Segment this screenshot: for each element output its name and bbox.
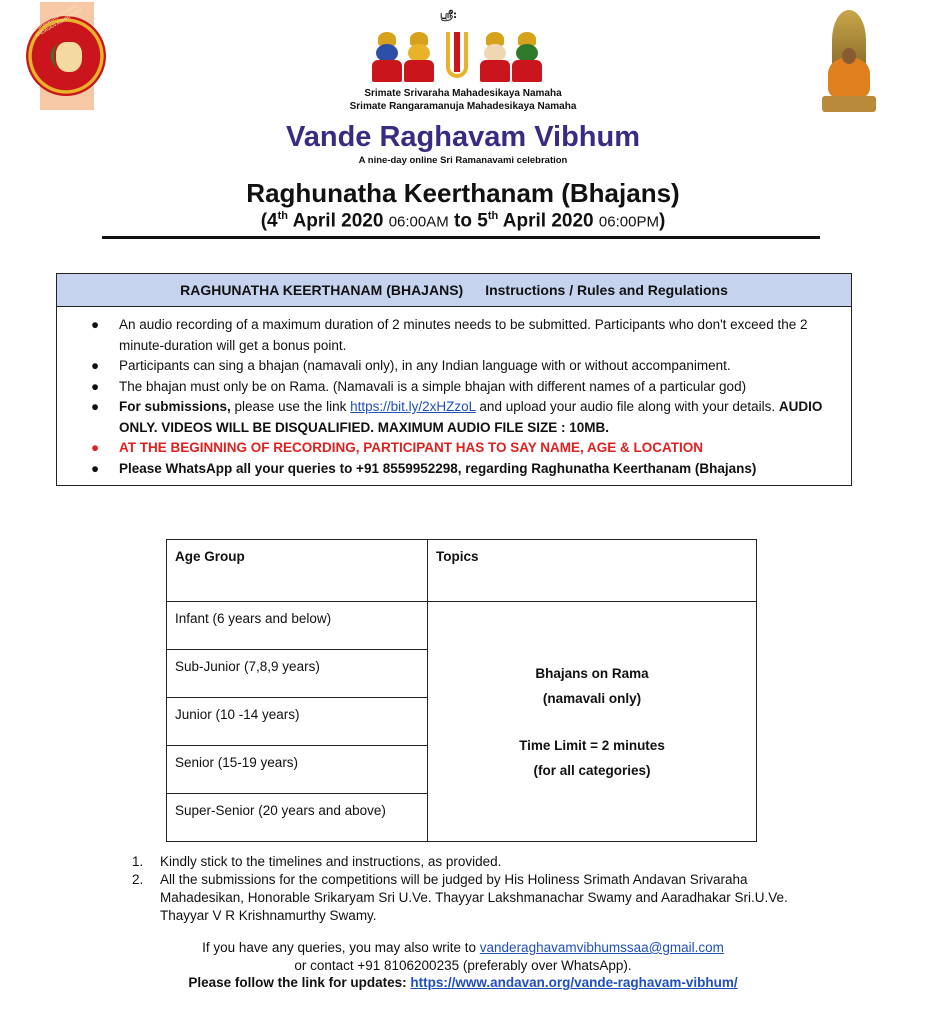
- list-item: ● Please WhatsApp all your queries to +91 8559952298, regarding Raghunatha Keerthanam (Bhajans): [91, 460, 757, 476]
- age-group-cell: Infant (6 years and below): [167, 602, 428, 650]
- page-subtitle: A nine-day online Sri Ramanavami celebration: [358, 155, 568, 166]
- age-group-table: [166, 539, 757, 842]
- logo-ring-text: SRIRANGAM SRIMAD ANDAVAN ASHRAMAM: [31, 3, 84, 40]
- age-group-cell: Super-Senior (20 years and above): [167, 794, 428, 842]
- tirunamam-icon: [440, 32, 474, 82]
- table-row: [167, 602, 757, 650]
- column-header-topics: Topics: [428, 540, 757, 602]
- namaha-line-1: Srimate Srivaraha Mahadesikaya Namaha: [364, 88, 562, 99]
- deity-icon: [510, 32, 544, 82]
- deity-icon: [478, 32, 512, 82]
- age-group-cell: Sub-Junior (7,8,9 years): [167, 650, 428, 698]
- rules-list: [57, 315, 851, 479]
- event-title: Raghunatha Keerthanam (Bhajans): [246, 178, 680, 208]
- contact-email-line: If you have any queries, you may also write to vanderaghavamvibhumssaa@gmail.com: [202, 940, 724, 955]
- list-item: ● For submissions, please use the link https://bit.ly/2xHZzoL and upload your audio file along with your details. AUDIO ONLY. VIDEOS WILL BE DISQUALIFIED. MAXIMUM AUDIO FILE SIZE : 10MB.: [91, 399, 823, 435]
- list-item: 1. Kindly stick to the timelines and instructions, as provided.: [132, 854, 502, 869]
- age-group-cell: Junior (10 -14 years): [167, 698, 428, 746]
- submission-link[interactable]: https://bit.ly/2xHZzoL: [350, 399, 476, 414]
- list-item: ● Participants can sing a bhajan (namavali only), in any Indian language with or without accompaniment.: [91, 358, 731, 373]
- title-divider: [102, 236, 820, 239]
- list-item: 2. All the submissions for the competitions will be judged by His Holiness Srimath Andavan Srivaraha Mahadesikan, Honorable Srikaryam Sri U.Ve. Thayyar Lakshmanachar Swamy and Aaradhakar Sri.U.Ve. Thayyar V R Krishnamurthy Swamy.: [132, 872, 788, 923]
- topics-cell: Bhajans on Rama (namavali only) Time Limit = 2 minutes (for all categories): [428, 602, 757, 842]
- rules-header-event: RAGHUNATHA KEERTHANAM (BHAJANS): [180, 282, 464, 298]
- sri-mark: ஶ்ரீ:: [440, 10, 458, 21]
- notes-list: [132, 853, 812, 925]
- list-item: ● The bhajan must only be on Rama. (Namavali is a simple bhajan with different names of a particular god): [91, 378, 747, 394]
- page-title: Vande Raghavam Vibhum: [285, 121, 641, 153]
- contact-phone-line: or contact +91 8106200235 (preferably over WhatsApp).: [294, 958, 632, 973]
- email-link[interactable]: vanderaghavamvibhumssaa@gmail.com: [479, 940, 724, 955]
- deity-icon: [370, 32, 404, 82]
- age-group-cell: Senior (15-19 years): [167, 746, 428, 794]
- deity-icon: [402, 32, 436, 82]
- warning-item: ● AT THE BEGINNING OF RECORDING, PARTICIPANT HAS TO SAY NAME, AGE & LOCATION: [91, 440, 704, 455]
- column-header-age: Age Group: [167, 540, 428, 602]
- updates-link[interactable]: https://www.andavan.org/vande-raghavam-vibhum/: [410, 975, 738, 990]
- namaha-line-2: Srimate Rangaramanuja Mahadesikaya Namaha: [349, 101, 577, 112]
- updates-line: Please follow the link for updates: https://www.andavan.org/vande-raghavam-vibhum/: [188, 975, 738, 990]
- rules-box: [56, 273, 852, 486]
- table-header-row: [167, 540, 757, 602]
- event-dates: (4th April 2020 06:00AM to 5th April 2020 06:00PM): [260, 210, 666, 232]
- rules-header-title: Instructions / Rules and Regulations: [485, 282, 728, 298]
- list-item: ● An audio recording of a maximum duration of 2 minutes needs to be submitted. Participants who don't exceed the 2 minute-duration will get a bonus point.: [91, 317, 808, 353]
- rules-header: [57, 274, 851, 307]
- sacred-feet-icon: [54, 40, 84, 74]
